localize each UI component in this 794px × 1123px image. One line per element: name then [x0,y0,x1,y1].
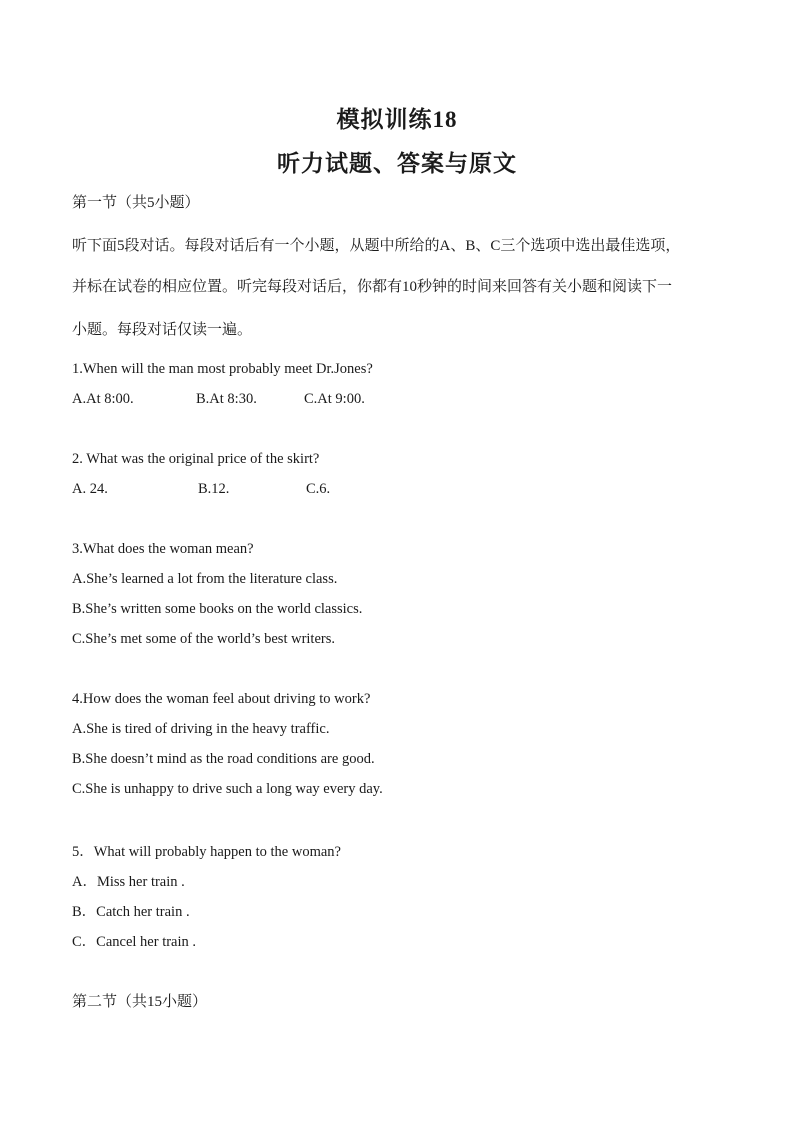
question-4-option-c: C.She is unhappy to drive such a long way every day. [72,781,383,797]
question-5-stem: 5．What will probably happen to the woman? [72,844,341,860]
question-4-option-a: A.She is tired of driving in the heavy traffic. [72,721,330,737]
question-2-stem: 2. What was the original price of the skirt? [72,451,320,467]
question-3-option-b: B.She’s written some books on the world classics. [72,601,363,617]
section1-instruction-line-2: 并标在试卷的相应位置。听完每段对话后，你都有10秒钟的时间来回答有关小题和阅读下一 [72,279,673,295]
question-1-option-c: C.At 9:00. [304,391,365,407]
document-subtitle: 听力试题、答案与原文 [277,151,517,176]
question-1-option-a: A.At 8:00. [72,391,134,407]
question-4-option-b: B.She doesn’t mind as the road conditions are good. [72,751,375,767]
question-5-option-c: C．Cancel her train . [72,934,197,950]
document-title: 模拟训练18 [336,107,458,132]
question-5-option-a: A．Miss her train . [72,874,185,890]
question-3-option-a: A.She’s learned a lot from the literature class. [72,571,338,587]
question-3-stem: 3.What does the woman mean? [72,541,254,557]
section1-instruction-line-1: 听下面5段对话。每段对话后有一个小题，从题中所给的A、B、C三个选项中选出最佳选项， [72,238,681,254]
question-4-stem: 4.How does the woman feel about driving to work? [72,691,371,707]
question-2-option-c: C.6. [306,481,331,497]
question-2-option-b: B.12. [198,481,230,497]
section1-heading: 第一节（共5小题） [72,195,200,211]
question-1-stem: 1.When will the man most probably meet Dr.Jones? [72,361,373,377]
question-5-option-b: B．Catch her train . [72,904,190,920]
section1-instruction-line-3: 小题。每段对话仅读一遍。 [72,322,253,338]
section2-heading: 第二节（共15小题） [72,994,208,1010]
question-3-option-c: C.She’s met some of the world’s best writers. [72,631,335,647]
question-1-option-b: B.At 8:30. [196,391,257,407]
question-2-option-a: A. 24. [72,481,108,497]
